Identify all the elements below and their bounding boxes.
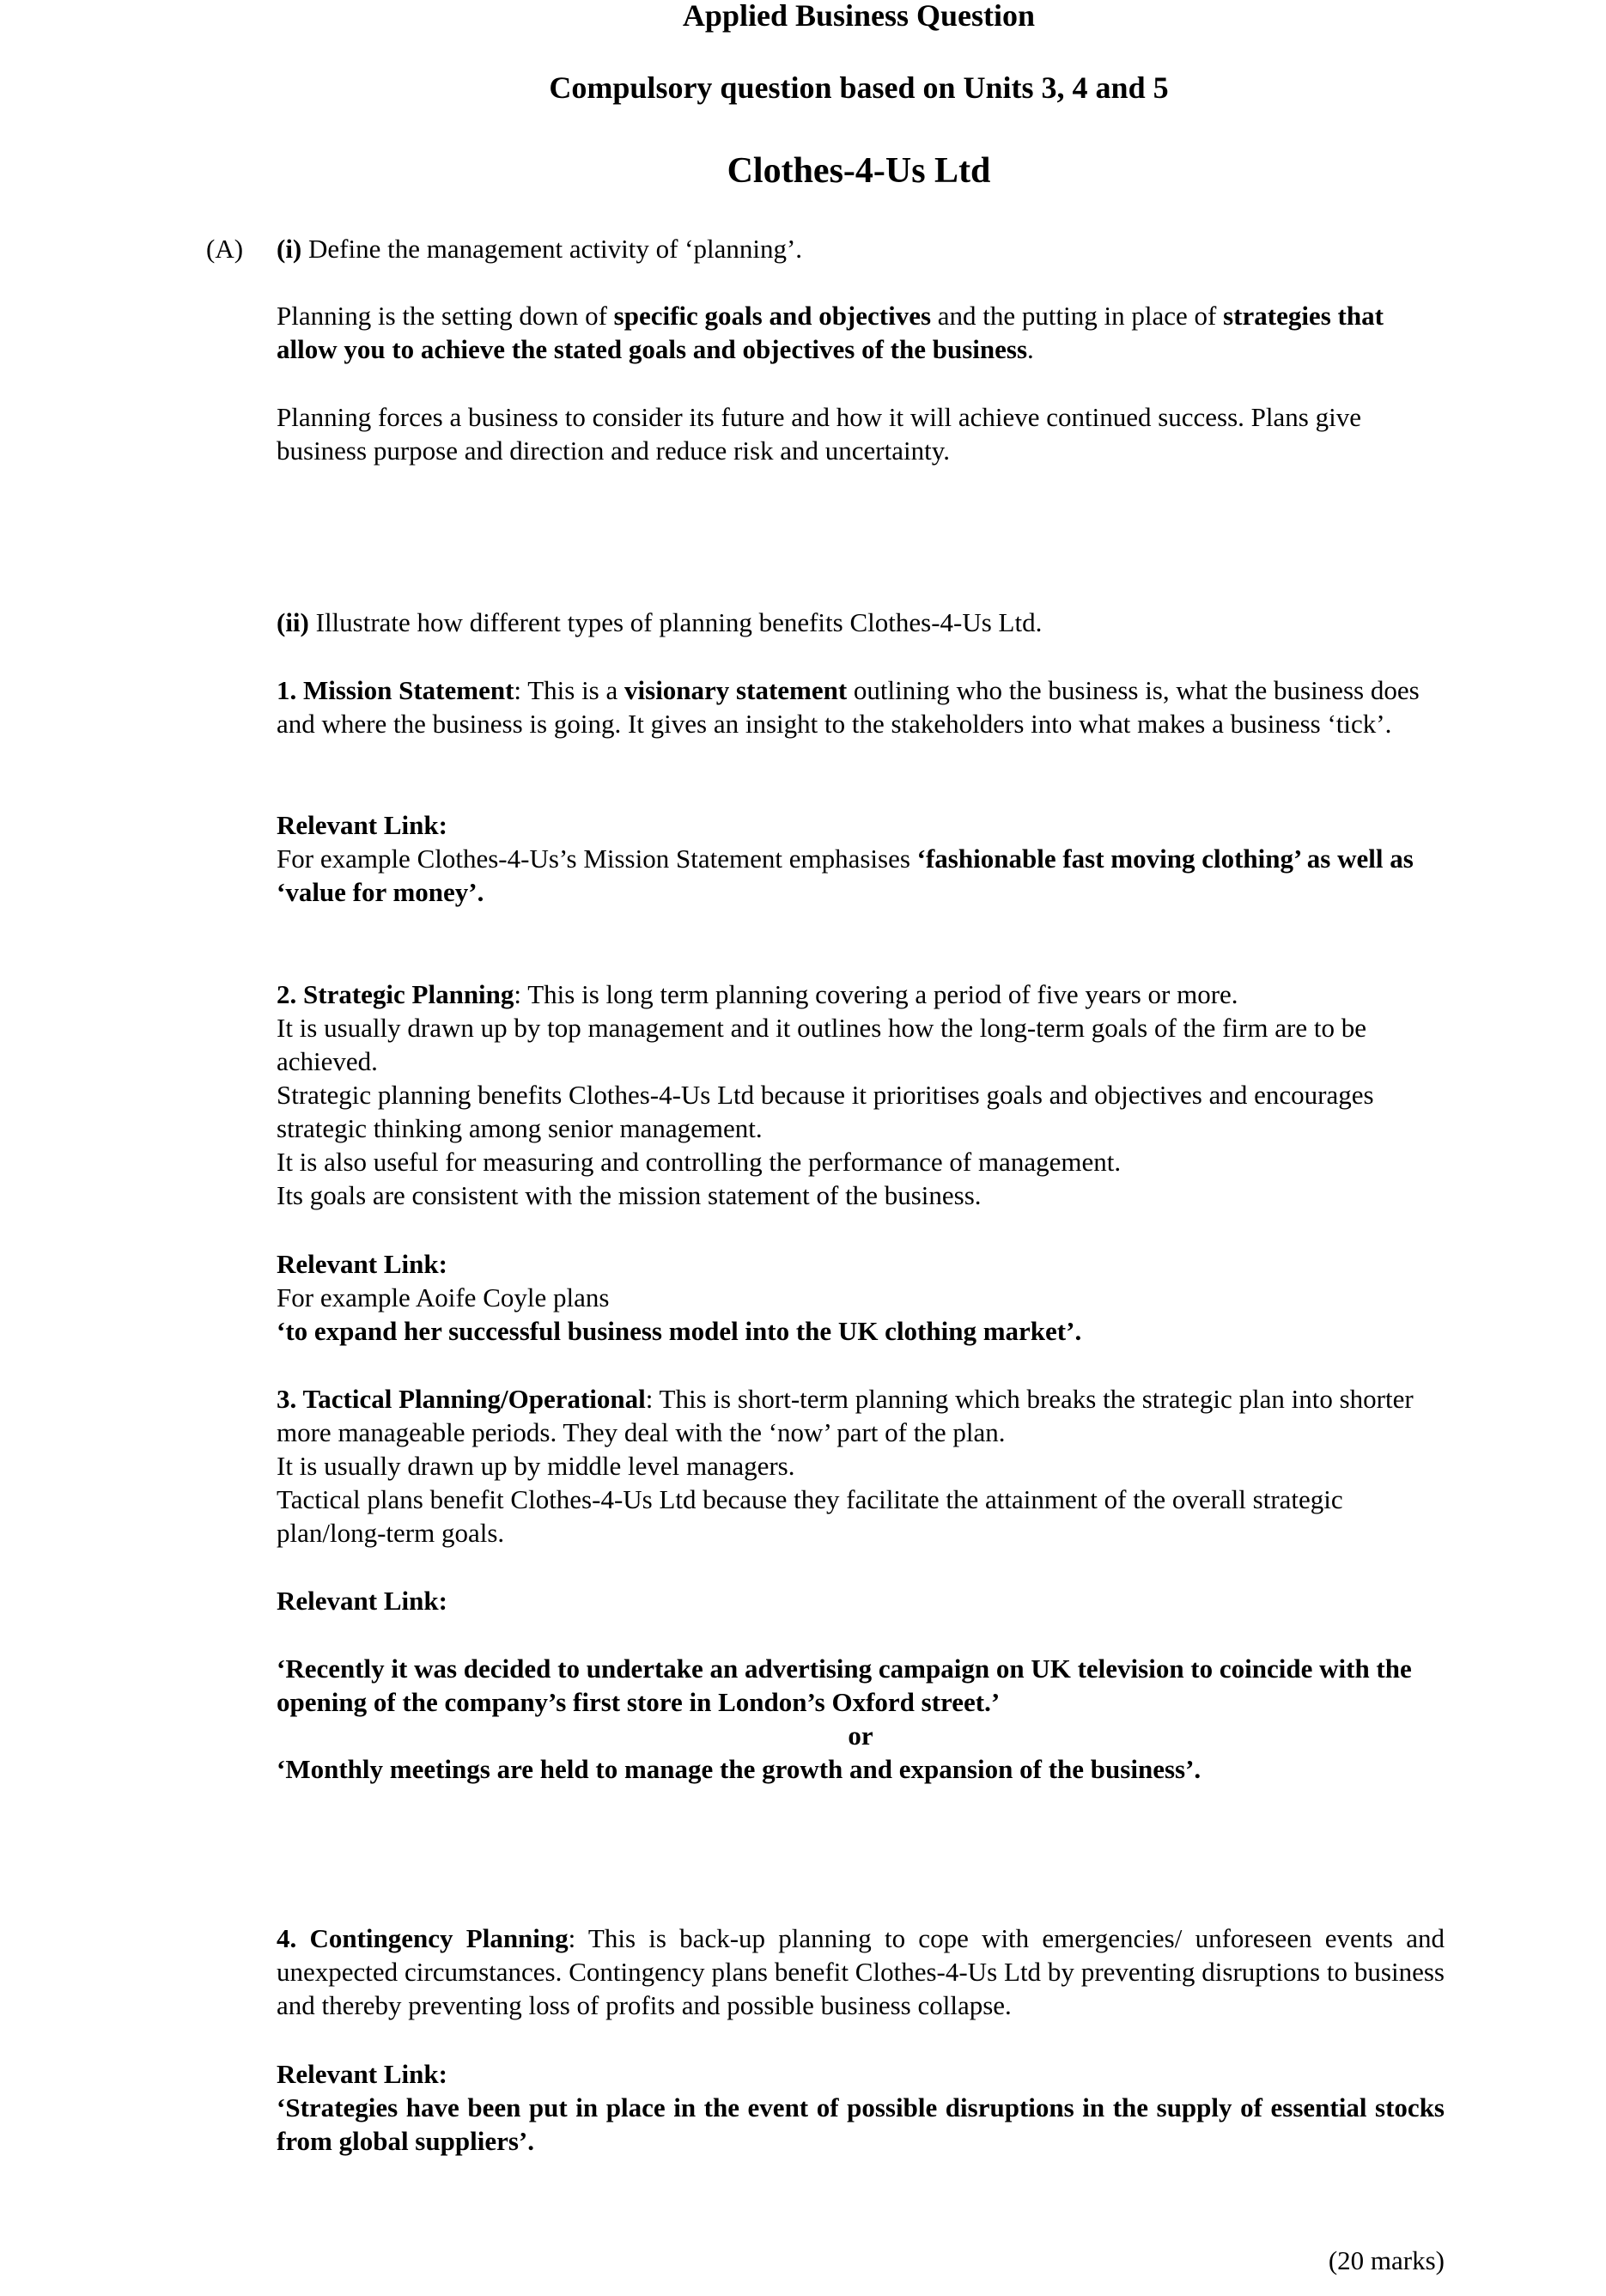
def-bold-1: specific goals and objectives — [613, 301, 932, 331]
question-ii-text: Illustrate how different types of planning benefits Clothes-4-Us Ltd. — [308, 607, 1043, 637]
tactical-line-2: It is usually drawn up by middle level managers. — [277, 1451, 795, 1481]
tactical-or-text: or — [848, 1720, 873, 1751]
mission-text-2: outlining who the business is, what the business does and where the business is going. It gives an insight to the stakeholders into what makes a business ‘tick’. — [277, 675, 1420, 739]
mission-link — [277, 842, 1445, 909]
tactical-quote-2-text: ‘Monthly meetings are held to manage the growth and expansion of the business’. — [277, 1754, 1201, 1784]
strategic-title: 2. Strategic Planning — [277, 979, 514, 1009]
strategic-line-1 — [277, 977, 1445, 1011]
mission-link-label — [277, 808, 1445, 842]
mission-statement-section — [277, 673, 1445, 740]
contingency-text: : This is back-up planning to cope with emergencies/ unforeseen events and unexpected circumstances. Contingency plans benefit Clothes-4-Us Ltd by preventing disruptions to business and thereby preventing loss of profits and possible business collapse. — [277, 1923, 1445, 2020]
tactical-line-1 — [277, 1382, 1445, 1449]
strategic-link-label-text: Relevant Link: — [277, 1249, 447, 1279]
company-heading: Clothes-4-Us Ltd — [727, 151, 991, 191]
part-label: (A) — [206, 234, 244, 264]
strategic-line-3: Strategic planning benefits Clothes-4-Us Ltd because it prioritises goals and objectives and encourages strategic thinking among senior management. — [277, 1080, 1374, 1143]
contingency-link-label — [277, 2057, 1445, 2091]
contingency-planning-section — [277, 1921, 1445, 2022]
tactical-text-1: : This is short-term planning which breaks the strategic plan into shorter more manageable periods. They deal with the ‘now’ part of the plan. — [277, 1384, 1414, 1447]
strategic-line-5: Its goals are consistent with the mission statement of the business. — [277, 1180, 982, 1210]
tactical-quote-1-text: ‘Recently it was decided to undertake an advertising campaign on UK television to coincide with the opening of the company’s first store in London’s Oxford street.’ — [277, 1653, 1412, 1717]
mission-link-bold: ‘fashionable fast moving clothing’ as well as ‘value for money’. — [277, 843, 1414, 907]
mission-title: 1. Mission Statement — [277, 675, 514, 705]
def-text-3: . — [1027, 334, 1034, 364]
contingency-title: 4. Contingency Planning — [277, 1923, 569, 1953]
page-title: Applied Business Question — [682, 0, 1036, 33]
def-bold-2: strategies that allow you to achieve the stated goals and objectives of the business — [277, 301, 1384, 364]
strategic-link-text: For example Aoife Coyle plans — [277, 1282, 610, 1312]
tactical-quote-1 — [277, 1652, 1445, 1719]
tactical-quote-2 — [277, 1752, 1445, 1786]
tactical-planning-section — [277, 1382, 1445, 1550]
def-text-1: Planning is the setting down of — [277, 301, 614, 331]
question-i — [277, 232, 1445, 265]
strategic-text-1: : This is long term planning covering a period of five years or more. — [514, 979, 1238, 1009]
strategic-link-label — [277, 1247, 1445, 1281]
tactical-or — [277, 1719, 1445, 1752]
tactical-title: 3. Tactical Planning/Operational — [277, 1384, 646, 1414]
strategic-link-quote — [277, 1314, 1445, 1348]
tactical-link-label-text: Relevant Link: — [277, 1586, 447, 1616]
contingency-quote-text: ‘Strategies have been put in place in the event of possible disruptions in the supply of essential stocks from global suppliers’. — [277, 2092, 1445, 2156]
question-ii-number: (ii) — [277, 607, 309, 637]
tactical-link-label — [277, 1584, 1445, 1617]
question-i-text: Define the management activity of ‘planning’. — [301, 234, 803, 264]
strategic-line-2: It is usually drawn up by top management and it outlines how the long-term goals of the firm are to be achieved. — [277, 1013, 1366, 1076]
strategic-line-4: It is also useful for measuring and controlling the performance of management. — [277, 1147, 1122, 1177]
mission-link-text: For example Clothes-4-Us’s Mission Statement emphasises — [277, 843, 917, 874]
contingency-link-label-text: Relevant Link: — [277, 2059, 447, 2089]
mission-bold-1: visionary statement — [624, 675, 848, 705]
tactical-line-3: Tactical plans benefit Clothes-4-Us Ltd because they facilitate the attainment of the overall strategic plan/long-term goals. — [277, 1484, 1343, 1548]
strategic-planning-section — [277, 977, 1445, 1212]
def-text-2: and the putting in place of — [931, 301, 1224, 331]
page-subtitle: Compulsory question based on Units 3, 4 and 5 — [549, 70, 1169, 105]
mission-link-label-text: Relevant Link: — [277, 810, 447, 840]
contingency-quote — [277, 2091, 1445, 2158]
marks-label: (20 marks) — [1328, 2245, 1445, 2275]
question-ii — [277, 606, 1445, 639]
planning-explanation: Planning forces a business to consider its future and how it will achieve continued success. Plans give business purpose and direction and reduce risk and uncertainty. — [277, 402, 1361, 466]
question-i-number: (i) — [277, 234, 302, 264]
mission-text-1: : This is a — [514, 675, 625, 705]
planning-definition — [277, 299, 1445, 366]
strategic-link-bold: ‘to expand her successful business model into the UK clothing market’. — [277, 1316, 1082, 1346]
